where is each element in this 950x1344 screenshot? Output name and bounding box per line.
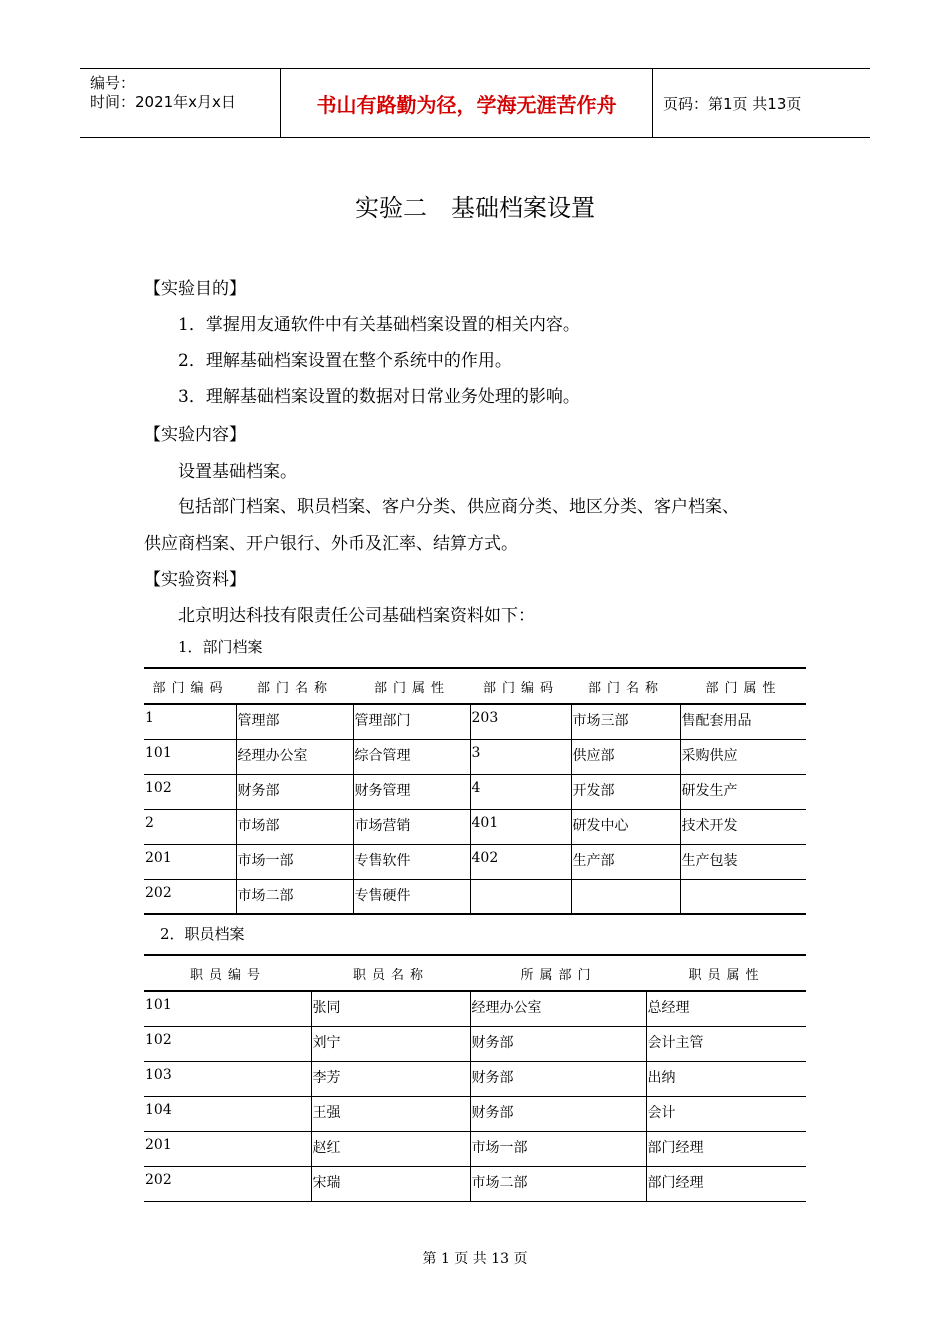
table-cell: 财务部 <box>470 1026 646 1061</box>
table-cell: 104 <box>145 1101 172 1118</box>
table-cell: 综合管理 <box>353 739 470 774</box>
table-cell: 201 <box>145 1136 172 1153</box>
table-cell: 402 <box>470 844 571 879</box>
column-header: 职员编号 <box>189 967 266 983</box>
column-header: 职员名称 <box>352 967 429 983</box>
table-cell: 研发生产 <box>680 774 806 809</box>
header-page-info: 页码：第1页 共13页 <box>663 94 802 113</box>
table-row <box>144 879 806 914</box>
table-row <box>144 739 806 774</box>
table-cell: 生产部 <box>571 844 680 879</box>
content-paragraph-2-line-2: 供应商档案、开户银行、外币及汇率、结算方式。 <box>144 534 518 554</box>
emp-table-caption: 2．职员档案 <box>160 925 245 943</box>
column-header: 部门编码 <box>482 680 559 696</box>
material-intro: 北京明达科技有限责任公司基础档案资料如下： <box>178 606 535 626</box>
column-header: 部门编码 <box>152 680 229 696</box>
employee-table <box>144 954 806 1202</box>
dept-table-caption: 1．部门档案 <box>178 638 263 656</box>
table-cell: 102 <box>145 1031 172 1048</box>
page-footer: 第 1 页 共 13 页 <box>422 1251 528 1267</box>
table-row <box>144 1166 806 1201</box>
table-cell: 3 <box>470 739 571 774</box>
table-row <box>144 704 806 739</box>
table-cell: 财务部 <box>470 1061 646 1096</box>
header-motto: 书山有路勤为径，学海无涯苦作舟 <box>281 69 653 137</box>
table-cell: 生产包装 <box>680 844 806 879</box>
table-header-row <box>144 668 806 704</box>
table-cell: 售配套用品 <box>680 704 806 739</box>
column-header: 所属部门 <box>520 967 597 983</box>
table-cell: 401 <box>470 809 571 844</box>
table-cell: 103 <box>145 1066 172 1083</box>
table-cell: 202 <box>145 1171 172 1188</box>
table-cell: 张同 <box>311 991 470 1026</box>
table-cell: 经理办公室 <box>470 991 646 1026</box>
table-cell: 4 <box>470 774 571 809</box>
table-row <box>144 809 806 844</box>
table-cell: 研发中心 <box>571 809 680 844</box>
table-cell: 102 <box>145 779 172 796</box>
table-cell: 管理部 <box>236 704 353 739</box>
column-header: 部门名称 <box>256 680 333 696</box>
column-header: 部门名称 <box>587 680 664 696</box>
table-cell: 供应部 <box>571 739 680 774</box>
content-paragraph-2-line-1: 包括部门档案、职员档案、客户分类、供应商分类、地区分类、客户档案、 <box>178 497 739 517</box>
table-header-row <box>144 955 806 991</box>
table-cell: 市场三部 <box>571 704 680 739</box>
table-cell <box>470 879 571 914</box>
table-cell: 采购供应 <box>680 739 806 774</box>
table-cell: 会计主管 <box>646 1026 806 1061</box>
table-row <box>144 774 806 809</box>
table-cell <box>680 879 806 914</box>
table-cell: 市场一部 <box>236 844 353 879</box>
column-header: 部门属性 <box>373 680 450 696</box>
table-cell: 市场二部 <box>470 1166 646 1201</box>
table-cell: 202 <box>145 884 172 901</box>
table-cell: 1 <box>145 710 154 726</box>
table-cell: 经理办公室 <box>236 739 353 774</box>
table-row <box>144 1131 806 1166</box>
table-cell: 财务部 <box>470 1096 646 1131</box>
table-row <box>144 844 806 879</box>
table-cell: 2 <box>145 814 154 831</box>
purpose-item-2: 2．理解基础档案设置在整个系统中的作用。 <box>178 351 512 371</box>
purpose-heading: 【实验目的】 <box>144 279 246 299</box>
table-cell: 财务管理 <box>353 774 470 809</box>
table-row <box>144 991 806 1026</box>
table-cell: 专售软件 <box>353 844 470 879</box>
document-title: 实验二 基础档案设置 <box>355 194 595 222</box>
table-cell: 宋瑞 <box>311 1166 470 1201</box>
document-header <box>80 68 870 138</box>
purpose-item-3: 3．理解基础档案设置的数据对日常业务处理的影响。 <box>178 387 580 407</box>
content-heading: 【实验内容】 <box>144 425 246 445</box>
table-cell: 李芳 <box>311 1061 470 1096</box>
table-cell: 财务部 <box>236 774 353 809</box>
header-meta <box>80 69 281 137</box>
material-heading: 【实验资料】 <box>144 570 246 590</box>
table-cell: 市场营销 <box>353 809 470 844</box>
table-row <box>144 1061 806 1096</box>
table-cell: 赵红 <box>311 1131 470 1166</box>
table-cell: 101 <box>145 744 172 761</box>
table-cell: 部门经理 <box>646 1166 806 1201</box>
department-table <box>144 667 806 915</box>
table-cell: 市场一部 <box>470 1131 646 1166</box>
table-cell: 201 <box>145 849 172 866</box>
column-header: 部门属性 <box>705 680 782 696</box>
table-cell: 王强 <box>311 1096 470 1131</box>
content-paragraph-1: 设置基础档案。 <box>178 462 297 482</box>
table-cell: 技术开发 <box>680 809 806 844</box>
table-cell: 101 <box>145 997 172 1013</box>
number-label: 编号： <box>90 74 136 92</box>
purpose-item-1: 1．掌握用友通软件中有关基础档案设置的相关内容。 <box>178 315 580 335</box>
table-cell: 出纳 <box>646 1061 806 1096</box>
table-cell: 专售硬件 <box>353 879 470 914</box>
table-row <box>144 1096 806 1131</box>
table-cell: 市场部 <box>236 809 353 844</box>
table-cell: 会计 <box>646 1096 806 1131</box>
table-cell: 部门经理 <box>646 1131 806 1166</box>
column-header: 职员属性 <box>688 967 765 983</box>
table-row <box>144 1026 806 1061</box>
table-cell <box>571 879 680 914</box>
table-cell: 市场二部 <box>236 879 353 914</box>
table-cell: 开发部 <box>571 774 680 809</box>
table-cell: 203 <box>470 704 571 739</box>
table-cell: 总经理 <box>646 991 806 1026</box>
table-cell: 管理部门 <box>353 704 470 739</box>
time-label: 时间：2021年x月x日 <box>90 93 236 111</box>
table-cell: 刘宁 <box>311 1026 470 1061</box>
